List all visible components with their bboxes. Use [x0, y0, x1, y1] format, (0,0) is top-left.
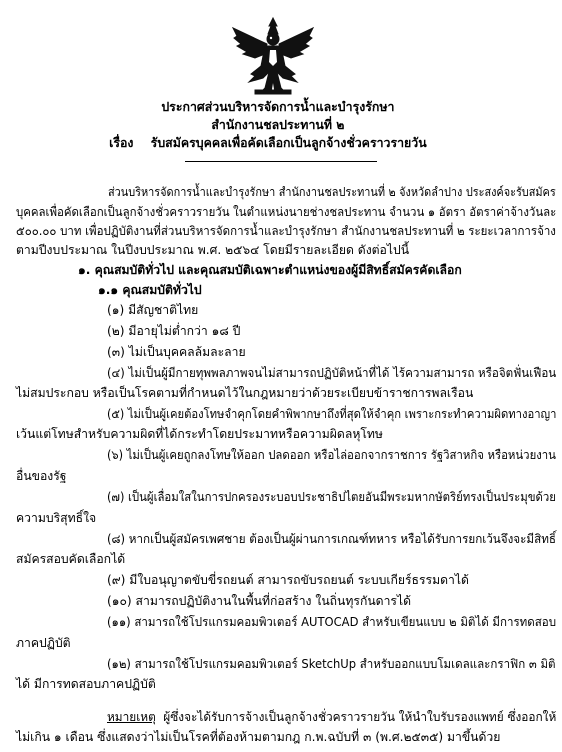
- item-7: (๗) เป็นผู้เลื่อมใสในการปกครองระบอบประชาธิปไตยอันมีพระมหากษัตริย์ทรงเป็นประมุขด้วย: [107, 490, 556, 504]
- item-8-cont: สมัครสอบคัดเลือกได้: [16, 552, 126, 566]
- item-4: (๔) ไม่เป็นผู้มีกายทุพพลภาพจนไม่สามารถปฏิบัติหน้าที่ได้ ไร้ความสามารถ หรือจิตฟั่นเฟือน: [107, 366, 557, 380]
- intro-line-4: ตามปีงบประมาณ ในปีงบประมาณ พ.ศ. ๒๕๖๔ โดยมีรายละเอียด ดังต่อไปนี้: [16, 243, 410, 257]
- section-1-heading: ๑. คุณสมบัติทั่วไป และคุณสมบัติเฉพาะตำแหน่งของผู้มีสิทธิ์สมัครคัดเลือก: [78, 263, 462, 277]
- item-3: (๓) ไม่เป็นบุคคลล้มละลาย: [107, 345, 246, 359]
- intro-line-2: บุคคลเพื่อคัดเลือกเป็นลูกจ้างชั่วคราวรายวัน ในตำแหน่งนายช่างชลประทาน จำนวน ๑ อัตรา อัตราค่าจ้างวันละ: [16, 205, 557, 219]
- item-12: (๑๒) สามารถใช้โปรแกรมคอมพิวเตอร์ SketchUp สำหรับออกแบบโมเดลและกราฟิก ๓ มิติ: [107, 657, 556, 671]
- intro-line-3: ๕๐๐.๐๐ บาท เพื่อปฏิบัติงานที่ส่วนบริหารจัดการน้ำและบำรุงรักษา สำนักงานชลประทานที่ ๒ ระยะเวลาการจ้าง: [16, 224, 556, 238]
- subject-text: รับสมัครบุคคลเพื่อคัดเลือกเป็นลูกจ้างชั่วคราวรายวัน: [150, 135, 427, 150]
- header-rule: [185, 161, 377, 162]
- garuda-emblem: [231, 14, 315, 96]
- item-11: (๑๑) สามารถใช้โปรแกรมคอมพิวเตอร์ AUTOCAD สำหรับเขียนแบบ ๒ มิติได้ มีการทดสอบ: [107, 615, 557, 629]
- note-label: หมายเหตุ: [107, 710, 156, 724]
- subject-line: [0, 135, 546, 151]
- section-1-1-heading: ๑.๑ คุณสมบัติทั่วไป: [98, 283, 202, 297]
- item-5: (๕) ไม่เป็นผู้เคยต้องโทษจำคุกโดยคำพิพากษาถึงที่สุดให้จำคุก เพราะกระทำความผิดทางอาญา: [107, 407, 557, 421]
- note-line-2: ไม่เกิน ๑ เดือน ซึ่งแสดงว่าไม่เป็นโรคที่ต้องห้ามตามกฎ ก.พ.ฉบับที่ ๓ (พ.ศ.๒๕๓๕) มาขึ้นด้วย: [16, 730, 501, 744]
- item-12-cont: ได้ มีการทดสอบภาคปฏิบัติ: [16, 677, 156, 691]
- item-1: (๑) มีสัญชาติไทย: [107, 303, 199, 317]
- announcement-org: ประกาศส่วนบริหารจัดการน้ำและบำรุงรักษา: [161, 99, 395, 114]
- item-6-cont: อื่นของรัฐ: [16, 469, 67, 483]
- note-line-1: [107, 709, 556, 725]
- item-5-cont: เว้นแต่โทษสำหรับความผิดที่ได้กระทำโดยประมาทหรือความผิดลหุโทษ: [16, 427, 383, 441]
- office-name: สำนักงานชลประทานที่ ๒: [211, 117, 345, 132]
- item-7-cont: ความบริสุทธิ์ใจ: [16, 511, 97, 525]
- item-11-cont: ภาคปฏิบัติ: [16, 636, 71, 650]
- item-9: (๙) มีใบอนุญาตขับขี่รถยนต์ สามารถขับรถยนต์ ระบบเกียร์ธรรมดาได้: [107, 573, 469, 587]
- note-text-1: ผู้ซึ่งจะได้รับการจ้างเป็นลูกจ้างชั่วคราวรายวัน ให้นำใบรับรองแพทย์ ซึ่งออกให้: [163, 710, 557, 724]
- item-8: (๘) หากเป็นผู้สมัครเพศชาย ต้องเป็นผู้ผ่านการเกณฑ์ทหาร หรือได้รับการยกเว้นจึงจะมีสิทธิ์: [107, 532, 557, 546]
- item-10: (๑๐) สามารถปฏิบัติงานในพื้นที่ก่อสร้าง ในถิ่นทุรกันดารได้: [107, 594, 412, 608]
- item-4-cont: ไม่สมประกอบ หรือเป็นโรคตามที่กำหนดไว้ในกฎหมายว่าด้วยระเบียบข้าราชการพลเรือน: [16, 386, 474, 400]
- subject-label: เรื่อง: [109, 135, 134, 150]
- intro-line-1: ส่วนบริหารจัดการน้ำและบำรุงรักษา สำนักงานชลประทานที่ ๒ จังหวัดลำปาง ประสงค์จะรับสมัคร: [108, 185, 556, 199]
- item-6: (๖) ไม่เป็นผู้เคยถูกลงโทษให้ออก ปลดออก หรือไล่ออกจากราชการ รัฐวิสาหกิจ หรือหน่วยงาน: [107, 448, 556, 462]
- item-2: (๒) มีอายุไม่ต่ำกว่า ๑๘ ปี: [107, 324, 241, 338]
